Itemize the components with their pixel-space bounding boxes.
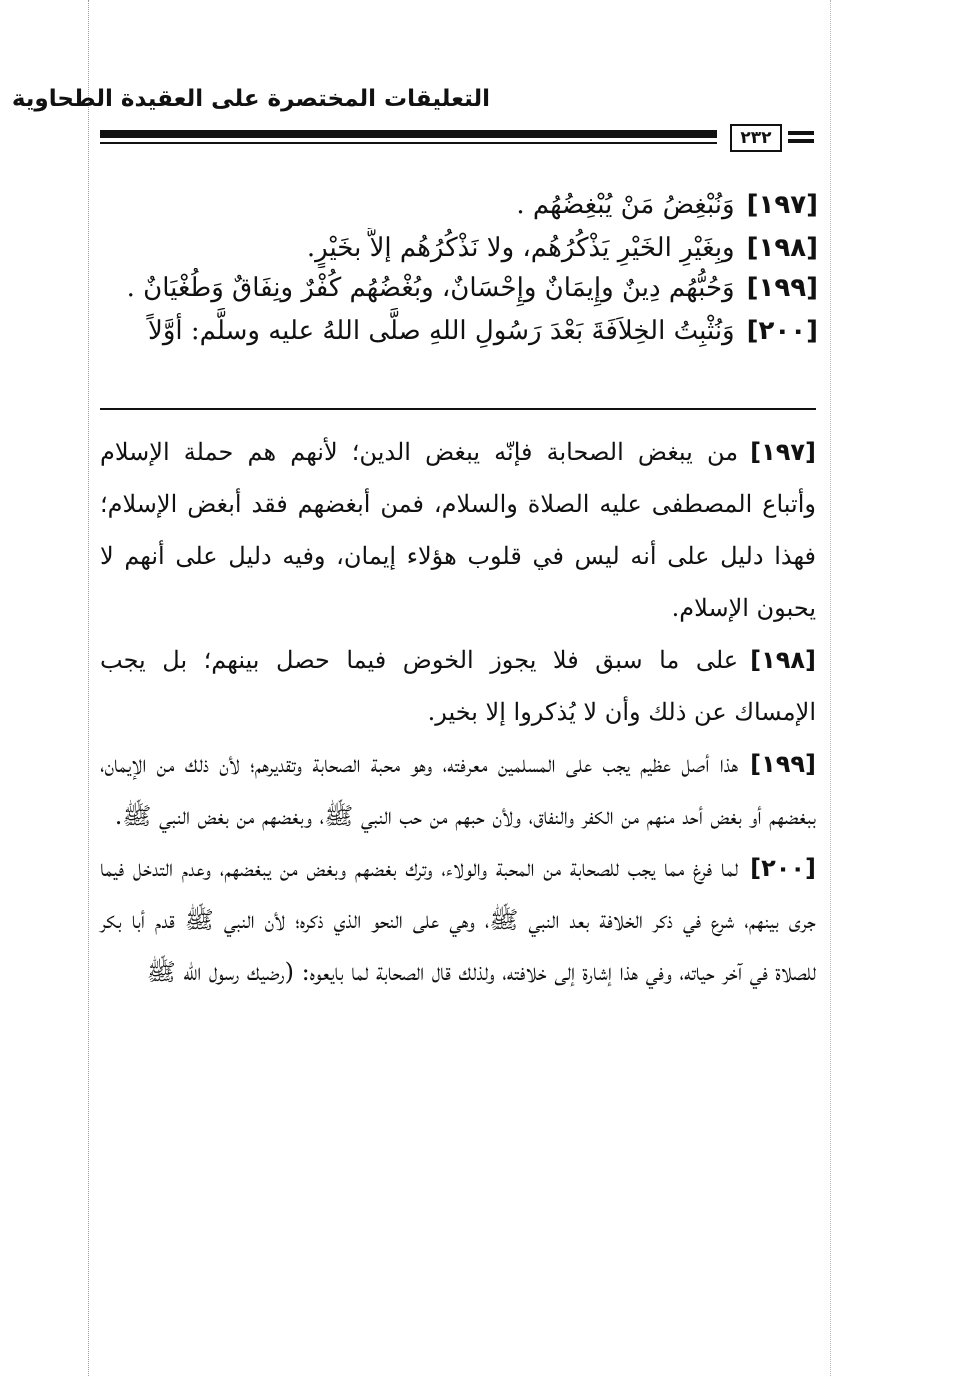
commentary-paragraph — [100, 634, 816, 738]
commentary-number: [٢٠٠] — [750, 854, 816, 882]
footnote-divider — [100, 408, 816, 410]
matn-text: وَنُبْغِضُ مَنْ يُبْغِضُهُم . — [516, 190, 735, 220]
scan-margin-line-left — [88, 0, 89, 1376]
matn-line — [100, 268, 818, 308]
matn-line — [100, 228, 818, 268]
commentary-number: [١٩٩] — [750, 750, 817, 778]
matn-text: وبِغَيْرِ الخَيْرِ يَذْكُرُهُم، ولا نَذْكُرُهُم إلاَّ بخَيْرٍ. — [306, 233, 735, 263]
matn-line — [100, 182, 818, 228]
matn-number: [١٩٧] — [746, 190, 818, 220]
commentary-text: لما فرغ مما يجب للصحابة من المحبة والولاء، وترك بغضهم وبغض من يبغضهم، وعدم التدخل فيما جرى بينهم، شرع في ذكر الخلافة بعد النبي ﷺ، وهي على النحو الذي ذكره؛ لأن النبي ﷺ قدم أبا بكر للصلاة في آخر حياته، وفي هذا إشارة إلى خلافته، ولذلك قال الصحابة لما بايعوه: (رضيك رسول الله ﷺ — [100, 854, 816, 986]
commentary-number: [١٩٧] — [750, 438, 816, 466]
commentary-text: من يبغض الصحابة فإنّه يبغض الدين؛ لأنهم هم حملة الإسلام وأتباع المصطفى عليه الصلاة والسلام، فمن أبغضهم فقد أبغض الإسلام؛ فهذا دليل على أنه ليس في قلوب هؤلاء إيمان، وفيه دليل على أنهم لا يحبون الإسلام. — [100, 438, 817, 622]
commentary-text: هذا أصل عظيم يجب على المسلمين معرفته، وهو محبة الصحابة وتقديرهم؛ لأن ذلك من الإيمان، ببغضهم أو بغض أحد منهم من الكفر والنفاق، ولأن حبهم من حب النبي ﷺ، وبغضهم من بغض النبي ﷺ. — [100, 750, 816, 830]
matn-text: وَنُثْبِتُ الخِلاَفَةَ بَعْدَ رَسُولِ اللهِ صلَّى اللهُ عليه وسلَّم: أوَّلاً — [148, 316, 735, 346]
page-number: ٢٣٢ — [730, 124, 782, 152]
commentary-paragraph — [100, 842, 816, 998]
header-rule-thick — [100, 130, 717, 138]
commentary-paragraph — [100, 426, 816, 634]
commentary-text: على ما سبق فلا يجوز الخوض فيما حصل بينهم؛ بل يجب الإمساك عن ذلك وأن لا يُذكروا إلا بخير. — [100, 646, 816, 726]
commentary-section — [100, 426, 816, 998]
matn-number: [١٩٩] — [746, 273, 818, 303]
commentary-paragraph — [100, 738, 816, 842]
matn-section — [100, 182, 818, 354]
matn-text: وَحُبُّهُم دِينٌ وإِيمَانٌ وإِحْسَانٌ، وبُغْضُهُم كُفْرٌ ونِفَاقٌ وَطُغْيَانٌ . — [126, 273, 735, 303]
running-header-title: التعليقات المختصرة على العقيدة الطحاوية — [11, 86, 490, 112]
matn-number: [١٩٨] — [746, 233, 818, 263]
commentary-number: [١٩٨] — [750, 646, 816, 674]
page-number-ornament — [788, 131, 814, 143]
matn-number: [٢٠٠] — [746, 316, 818, 346]
header-rule-thin — [100, 142, 717, 144]
matn-line — [100, 308, 818, 354]
scan-margin-line-right — [830, 0, 831, 1376]
